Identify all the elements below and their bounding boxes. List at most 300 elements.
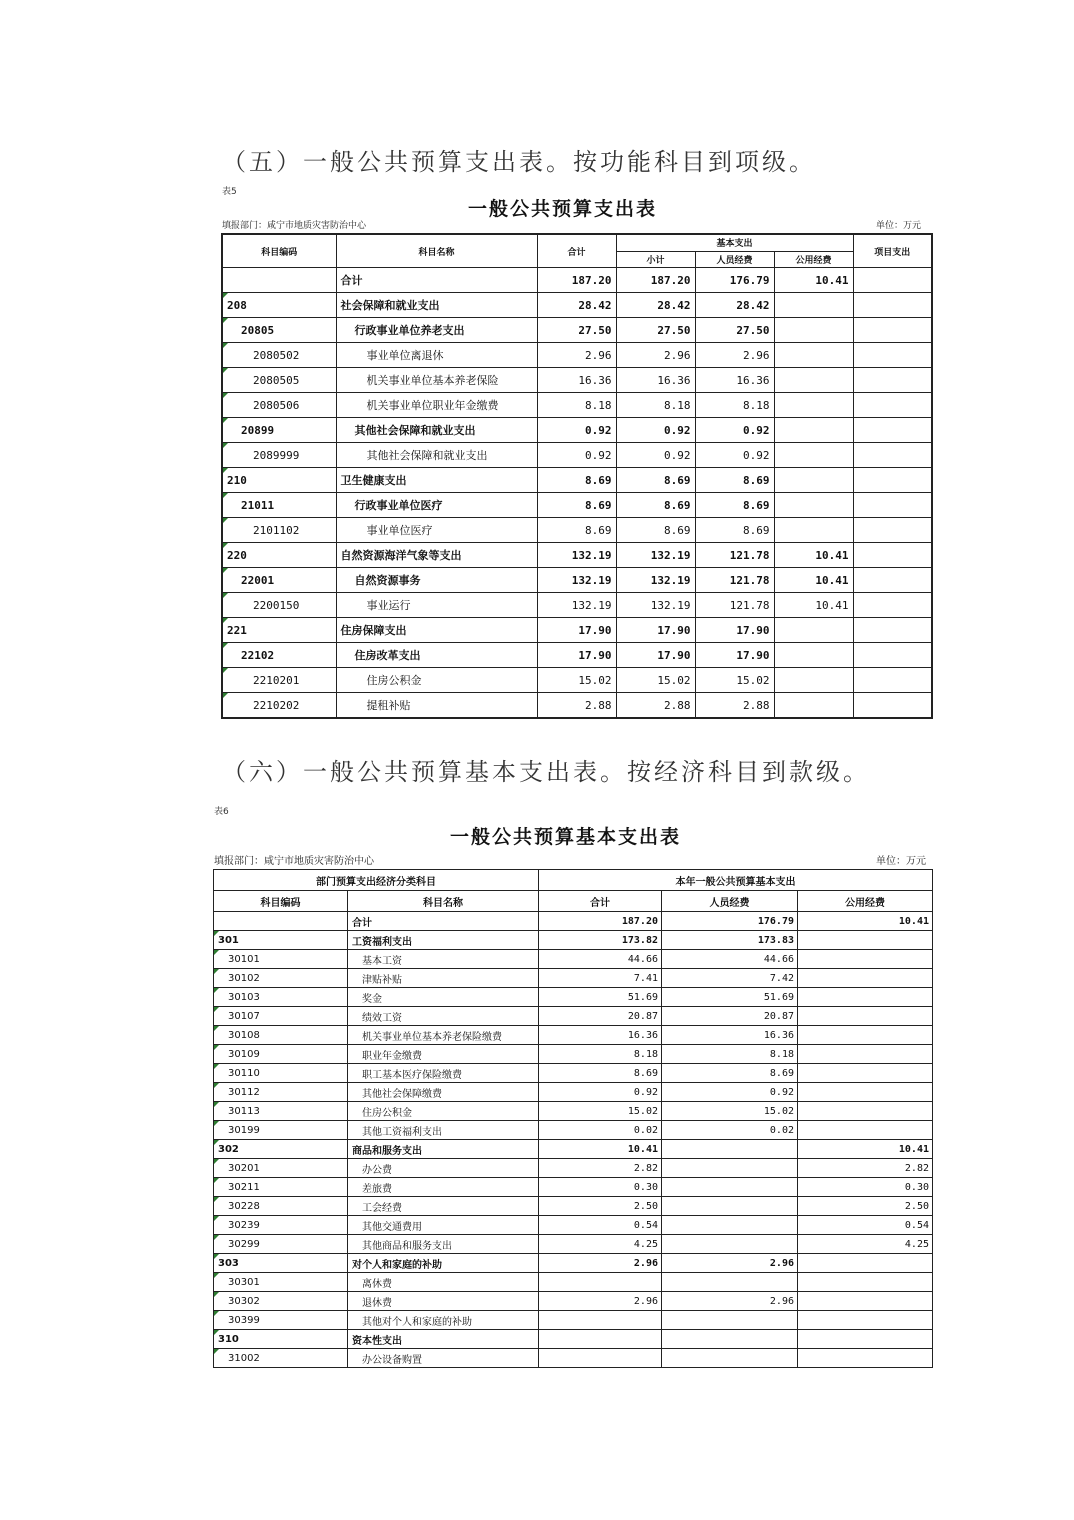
cell-subtotal: 16.36 [616, 368, 695, 393]
cell-public: 10.41 [798, 1140, 933, 1159]
cell-name: 其他交通费用 [348, 1216, 539, 1235]
table-row [214, 1007, 933, 1026]
cell-public [798, 1083, 933, 1102]
table-row [222, 518, 932, 543]
cell-name: 办公费 [348, 1159, 539, 1178]
cell-public [798, 950, 933, 969]
cell-public [798, 1311, 933, 1330]
cell-public [774, 643, 853, 668]
cell-subtotal: 15.02 [616, 668, 695, 693]
table-5-unit: 单位：万元 [876, 221, 922, 231]
cell-personnel [662, 1197, 798, 1216]
cell-name: 退休费 [348, 1292, 539, 1311]
cell-code: 20899 [222, 418, 336, 443]
cell-total: 8.18 [539, 1045, 662, 1064]
cell-code: 2080506 [222, 393, 336, 418]
cell-total: 16.36 [539, 1026, 662, 1045]
cell-name: 其他对个人和家庭的补助 [348, 1311, 539, 1330]
header-personnel: 人员经费 [662, 891, 798, 912]
cell-code: 30108 [214, 1026, 348, 1045]
cell-public [798, 1273, 933, 1292]
cell-subtotal: 132.19 [616, 568, 695, 593]
cell-personnel: 7.42 [662, 969, 798, 988]
cell-subtotal: 8.69 [616, 468, 695, 493]
table-row [214, 988, 933, 1007]
cell-total [539, 1311, 662, 1330]
cell-total: 17.90 [537, 618, 616, 643]
cell-public [774, 418, 853, 443]
cell-code: 2210201 [222, 668, 336, 693]
cell-personnel: 16.36 [662, 1026, 798, 1045]
cell-public [774, 443, 853, 468]
cell-personnel [662, 1311, 798, 1330]
cell-personnel: 27.50 [695, 318, 774, 343]
cell-public [798, 1330, 933, 1349]
table-row [214, 1216, 933, 1235]
cell-personnel: 17.90 [695, 643, 774, 668]
cell-public: 10.41 [774, 568, 853, 593]
table-row [222, 543, 932, 568]
cell-personnel: 2.96 [662, 1292, 798, 1311]
cell-total: 2.96 [539, 1292, 662, 1311]
cell-public: 2.50 [798, 1197, 933, 1216]
cell-personnel [662, 1235, 798, 1254]
cell-total: 2.82 [539, 1159, 662, 1178]
cell-personnel: 15.02 [662, 1102, 798, 1121]
cell-total: 187.20 [537, 268, 616, 293]
cell-name: 住房改革支出 [336, 643, 537, 668]
cell-code: 20805 [222, 318, 336, 343]
cell-project [853, 368, 932, 393]
table-row [222, 618, 932, 643]
cell-code: 30302 [214, 1292, 348, 1311]
cell-public [798, 1045, 933, 1064]
total-row [222, 268, 932, 293]
table-row [214, 1159, 933, 1178]
header-public: 公用经费 [798, 891, 933, 912]
cell-code: 30112 [214, 1083, 348, 1102]
cell-total: 16.36 [537, 368, 616, 393]
cell-subtotal: 8.18 [616, 393, 695, 418]
cell-subtotal: 8.69 [616, 493, 695, 518]
cell-total: 0.92 [539, 1083, 662, 1102]
cell-project [853, 593, 932, 618]
table-6-tag: 表6 [214, 807, 229, 817]
cell-name: 职业年金缴费 [348, 1045, 539, 1064]
cell-personnel: 121.78 [695, 543, 774, 568]
cell-public [798, 988, 933, 1007]
cell-subtotal: 27.50 [616, 318, 695, 343]
cell-personnel: 8.69 [695, 518, 774, 543]
cell-personnel: 121.78 [695, 568, 774, 593]
cell-name: 卫生健康支出 [336, 468, 537, 493]
table-row [214, 969, 933, 988]
cell-project [853, 668, 932, 693]
cell-total: 8.69 [537, 518, 616, 543]
table-row [214, 950, 933, 969]
header-code: 科目编码 [222, 234, 336, 268]
cell-personnel: 8.18 [662, 1045, 798, 1064]
cell-name: 社会保障和就业支出 [336, 293, 537, 318]
cell-subtotal: 2.96 [616, 343, 695, 368]
cell-code: 21011 [222, 493, 336, 518]
cell-personnel: 15.02 [695, 668, 774, 693]
cell-name: 工资福利支出 [348, 931, 539, 950]
cell-personnel: 0.92 [662, 1083, 798, 1102]
cell-total: 173.82 [539, 931, 662, 950]
cell-code: 30103 [214, 988, 348, 1007]
cell-code: 31002 [214, 1349, 348, 1368]
table-row [214, 1026, 933, 1045]
cell-code [222, 268, 336, 293]
table-5-department: 填报部门：咸宁市地质灾害防治中心 [222, 221, 367, 231]
cell-code: 30399 [214, 1311, 348, 1330]
cell-subtotal: 132.19 [616, 593, 695, 618]
cell-project [853, 293, 932, 318]
cell-code: 30199 [214, 1121, 348, 1140]
cell-name: 办公设备购置 [348, 1349, 539, 1368]
cell-total [539, 1330, 662, 1349]
cell-public [798, 1102, 933, 1121]
cell-total: 0.30 [539, 1178, 662, 1197]
cell-personnel: 0.92 [695, 418, 774, 443]
cell-total: 8.69 [539, 1064, 662, 1083]
cell-code: 221 [222, 618, 336, 643]
cell-project [853, 318, 932, 343]
cell-personnel: 28.42 [695, 293, 774, 318]
cell-public [774, 518, 853, 543]
cell-name: 自然资源海洋气象等支出 [336, 543, 537, 568]
cell-total: 20.87 [539, 1007, 662, 1026]
cell-code: 30299 [214, 1235, 348, 1254]
table-5-title: 一般公共预算支出表 [468, 198, 658, 220]
cell-name: 住房公积金 [336, 668, 537, 693]
cell-code: 30102 [214, 969, 348, 988]
header-total: 合计 [537, 234, 616, 268]
cell-name: 住房保障支出 [336, 618, 537, 643]
cell-name: 行政事业单位养老支出 [336, 318, 537, 343]
cell-public [798, 1254, 933, 1273]
cell-subtotal: 28.42 [616, 293, 695, 318]
cell-subtotal: 2.88 [616, 693, 695, 719]
cell-public [798, 1349, 933, 1368]
header-code: 科目编码 [214, 891, 348, 912]
cell-total: 2.96 [537, 343, 616, 368]
cell-subtotal: 8.69 [616, 518, 695, 543]
cell-subtotal: 0.92 [616, 443, 695, 468]
cell-code: 210 [222, 468, 336, 493]
cell-public: 4.25 [798, 1235, 933, 1254]
cell-total: 7.41 [539, 969, 662, 988]
cell-code: 30113 [214, 1102, 348, 1121]
cell-code: 302 [214, 1140, 348, 1159]
cell-code: 2080502 [222, 343, 336, 368]
table-row [214, 1083, 933, 1102]
cell-project [853, 443, 932, 468]
cell-name: 绩效工资 [348, 1007, 539, 1026]
cell-project [853, 468, 932, 493]
cell-code: 30109 [214, 1045, 348, 1064]
header-personnel: 人员经费 [695, 251, 774, 268]
total-row [214, 912, 933, 931]
header-project-expenditure: 项目支出 [853, 234, 932, 268]
cell-personnel: 2.88 [695, 693, 774, 719]
table-row [214, 1197, 933, 1216]
cell-subtotal: 17.90 [616, 643, 695, 668]
cell-code: 2080505 [222, 368, 336, 393]
cell-public [774, 468, 853, 493]
cell-code: 303 [214, 1254, 348, 1273]
cell-public: 10.41 [798, 912, 933, 931]
cell-code: 30110 [214, 1064, 348, 1083]
table-row [222, 693, 932, 719]
table-row [222, 443, 932, 468]
cell-personnel [662, 1273, 798, 1292]
header-public: 公用经费 [774, 251, 853, 268]
cell-project [853, 493, 932, 518]
cell-subtotal: 187.20 [616, 268, 695, 293]
cell-code: 208 [222, 293, 336, 318]
cell-public [774, 618, 853, 643]
header-current-year-basic-expenditure: 本年一般公共预算基本支出 [539, 870, 933, 891]
table-6-unit: 单位：万元 [876, 856, 926, 867]
table-6-title: 一般公共预算基本支出表 [450, 826, 682, 848]
cell-personnel: 8.69 [695, 468, 774, 493]
cell-name: 资本性支出 [348, 1330, 539, 1349]
cell-personnel: 173.83 [662, 931, 798, 950]
cell-public [798, 931, 933, 950]
cell-personnel [662, 1216, 798, 1235]
cell-total: 44.66 [539, 950, 662, 969]
cell-name: 其他社会保障和就业支出 [336, 443, 537, 468]
cell-name: 提租补贴 [336, 693, 537, 719]
cell-public [798, 1064, 933, 1083]
cell-name: 事业单位医疗 [336, 518, 537, 543]
cell-total: 17.90 [537, 643, 616, 668]
cell-code: 30301 [214, 1273, 348, 1292]
cell-personnel [662, 1178, 798, 1197]
cell-project [853, 343, 932, 368]
table-row [214, 1349, 933, 1368]
cell-name: 合计 [336, 268, 537, 293]
cell-personnel [662, 1159, 798, 1178]
cell-total: 132.19 [537, 543, 616, 568]
cell-public [798, 1121, 933, 1140]
cell-public [798, 1026, 933, 1045]
table-row [214, 1140, 933, 1159]
cell-name: 商品和服务支出 [348, 1140, 539, 1159]
cell-name: 其他商品和服务支出 [348, 1235, 539, 1254]
cell-public [798, 1292, 933, 1311]
cell-name: 工会经费 [348, 1197, 539, 1216]
cell-personnel: 20.87 [662, 1007, 798, 1026]
cell-total: 0.02 [539, 1121, 662, 1140]
cell-code [214, 912, 348, 931]
cell-project [853, 618, 932, 643]
cell-total: 2.88 [537, 693, 616, 719]
cell-name: 事业单位离退休 [336, 343, 537, 368]
cell-name: 差旅费 [348, 1178, 539, 1197]
cell-personnel: 176.79 [662, 912, 798, 931]
cell-name: 机关事业单位职业年金缴费 [336, 393, 537, 418]
cell-name: 奖金 [348, 988, 539, 1007]
table-row [222, 293, 932, 318]
cell-total [539, 1349, 662, 1368]
cell-total: 0.92 [537, 443, 616, 468]
table-row [222, 568, 932, 593]
general-budget-basic-expenditure-table [213, 869, 933, 1368]
table-row [214, 1292, 933, 1311]
cell-name: 事业运行 [336, 593, 537, 618]
cell-public [774, 493, 853, 518]
cell-public [774, 668, 853, 693]
cell-code: 2210202 [222, 693, 336, 719]
cell-code: 2089999 [222, 443, 336, 468]
cell-personnel [662, 1140, 798, 1159]
table-row [222, 418, 932, 443]
table-row [222, 468, 932, 493]
cell-name: 基本工资 [348, 950, 539, 969]
cell-public [774, 368, 853, 393]
cell-public: 2.82 [798, 1159, 933, 1178]
cell-personnel: 8.18 [695, 393, 774, 418]
section-6-heading: （六）一般公共预算基本支出表。按经济科目到款级。 [222, 758, 870, 786]
header-name: 科目名称 [336, 234, 537, 268]
cell-code: 301 [214, 931, 348, 950]
cell-name: 合计 [348, 912, 539, 931]
table-row [214, 1121, 933, 1140]
cell-personnel: 121.78 [695, 593, 774, 618]
cell-name: 机关事业单位基本养老保险缴费 [348, 1026, 539, 1045]
table-row [214, 1064, 933, 1083]
table-6-department: 填报部门：咸宁市地质灾害防治中心 [214, 856, 374, 867]
cell-public [774, 343, 853, 368]
cell-project [853, 518, 932, 543]
cell-code: 30239 [214, 1216, 348, 1235]
cell-project [853, 268, 932, 293]
table-row [222, 343, 932, 368]
table-row [214, 1273, 933, 1292]
cell-public: 10.41 [774, 268, 853, 293]
cell-total: 132.19 [537, 568, 616, 593]
cell-subtotal: 0.92 [616, 418, 695, 443]
cell-total: 51.69 [539, 988, 662, 1007]
cell-code: 310 [214, 1330, 348, 1349]
cell-total: 2.50 [539, 1197, 662, 1216]
cell-public: 0.54 [798, 1216, 933, 1235]
cell-total: 2.96 [539, 1254, 662, 1273]
cell-public [798, 969, 933, 988]
table-row [222, 493, 932, 518]
cell-subtotal: 132.19 [616, 543, 695, 568]
table-5-tag: 表5 [222, 187, 237, 197]
cell-total: 132.19 [537, 593, 616, 618]
cell-personnel: 176.79 [695, 268, 774, 293]
cell-code: 30107 [214, 1007, 348, 1026]
cell-personnel: 17.90 [695, 618, 774, 643]
cell-personnel: 44.66 [662, 950, 798, 969]
cell-name: 其他社会保障缴费 [348, 1083, 539, 1102]
cell-code: 22001 [222, 568, 336, 593]
cell-name: 津贴补贴 [348, 969, 539, 988]
table-row [222, 668, 932, 693]
cell-code: 22102 [222, 643, 336, 668]
cell-total: 4.25 [539, 1235, 662, 1254]
table-row [214, 1330, 933, 1349]
cell-total: 15.02 [539, 1102, 662, 1121]
cell-project [853, 393, 932, 418]
table-row [222, 593, 932, 618]
cell-project [853, 643, 932, 668]
cell-personnel: 0.02 [662, 1121, 798, 1140]
cell-public [774, 293, 853, 318]
cell-code: 30211 [214, 1178, 348, 1197]
cell-personnel: 2.96 [695, 343, 774, 368]
table-row [214, 1102, 933, 1121]
cell-total: 8.18 [537, 393, 616, 418]
table-row [222, 318, 932, 343]
header-subtotal: 小计 [616, 251, 695, 268]
cell-name: 自然资源事务 [336, 568, 537, 593]
cell-name: 机关事业单位基本养老保险 [336, 368, 537, 393]
cell-public [774, 318, 853, 343]
cell-subtotal: 17.90 [616, 618, 695, 643]
cell-personnel: 8.69 [695, 493, 774, 518]
cell-total: 15.02 [537, 668, 616, 693]
cell-total: 187.20 [539, 912, 662, 931]
table-row [214, 1254, 933, 1273]
cell-total: 28.42 [537, 293, 616, 318]
header-basic-expenditure: 基本支出 [616, 234, 853, 251]
cell-public [774, 693, 853, 719]
cell-project [853, 693, 932, 719]
table-row [222, 393, 932, 418]
cell-personnel: 2.96 [662, 1254, 798, 1273]
table-row [214, 931, 933, 950]
cell-name: 对个人和家庭的补助 [348, 1254, 539, 1273]
cell-code: 2200150 [222, 593, 336, 618]
cell-name: 行政事业单位医疗 [336, 493, 537, 518]
cell-total: 10.41 [539, 1140, 662, 1159]
table-row [222, 643, 932, 668]
cell-project [853, 543, 932, 568]
cell-code: 30101 [214, 950, 348, 969]
cell-total: 8.69 [537, 493, 616, 518]
cell-personnel: 8.69 [662, 1064, 798, 1083]
header-name: 科目名称 [348, 891, 539, 912]
cell-name: 住房公积金 [348, 1102, 539, 1121]
cell-public: 10.41 [774, 593, 853, 618]
table-row [214, 1178, 933, 1197]
cell-public [798, 1007, 933, 1026]
cell-public: 0.30 [798, 1178, 933, 1197]
cell-personnel [662, 1349, 798, 1368]
table-row [222, 368, 932, 393]
header-total: 合计 [539, 891, 662, 912]
cell-public [774, 393, 853, 418]
cell-name: 其他工资福利支出 [348, 1121, 539, 1140]
table-row [214, 1045, 933, 1064]
cell-personnel: 16.36 [695, 368, 774, 393]
cell-public: 10.41 [774, 543, 853, 568]
cell-personnel: 51.69 [662, 988, 798, 1007]
table-row [214, 1235, 933, 1254]
cell-total: 0.92 [537, 418, 616, 443]
cell-project [853, 418, 932, 443]
cell-total: 0.54 [539, 1216, 662, 1235]
cell-personnel [662, 1330, 798, 1349]
cell-name: 离休费 [348, 1273, 539, 1292]
